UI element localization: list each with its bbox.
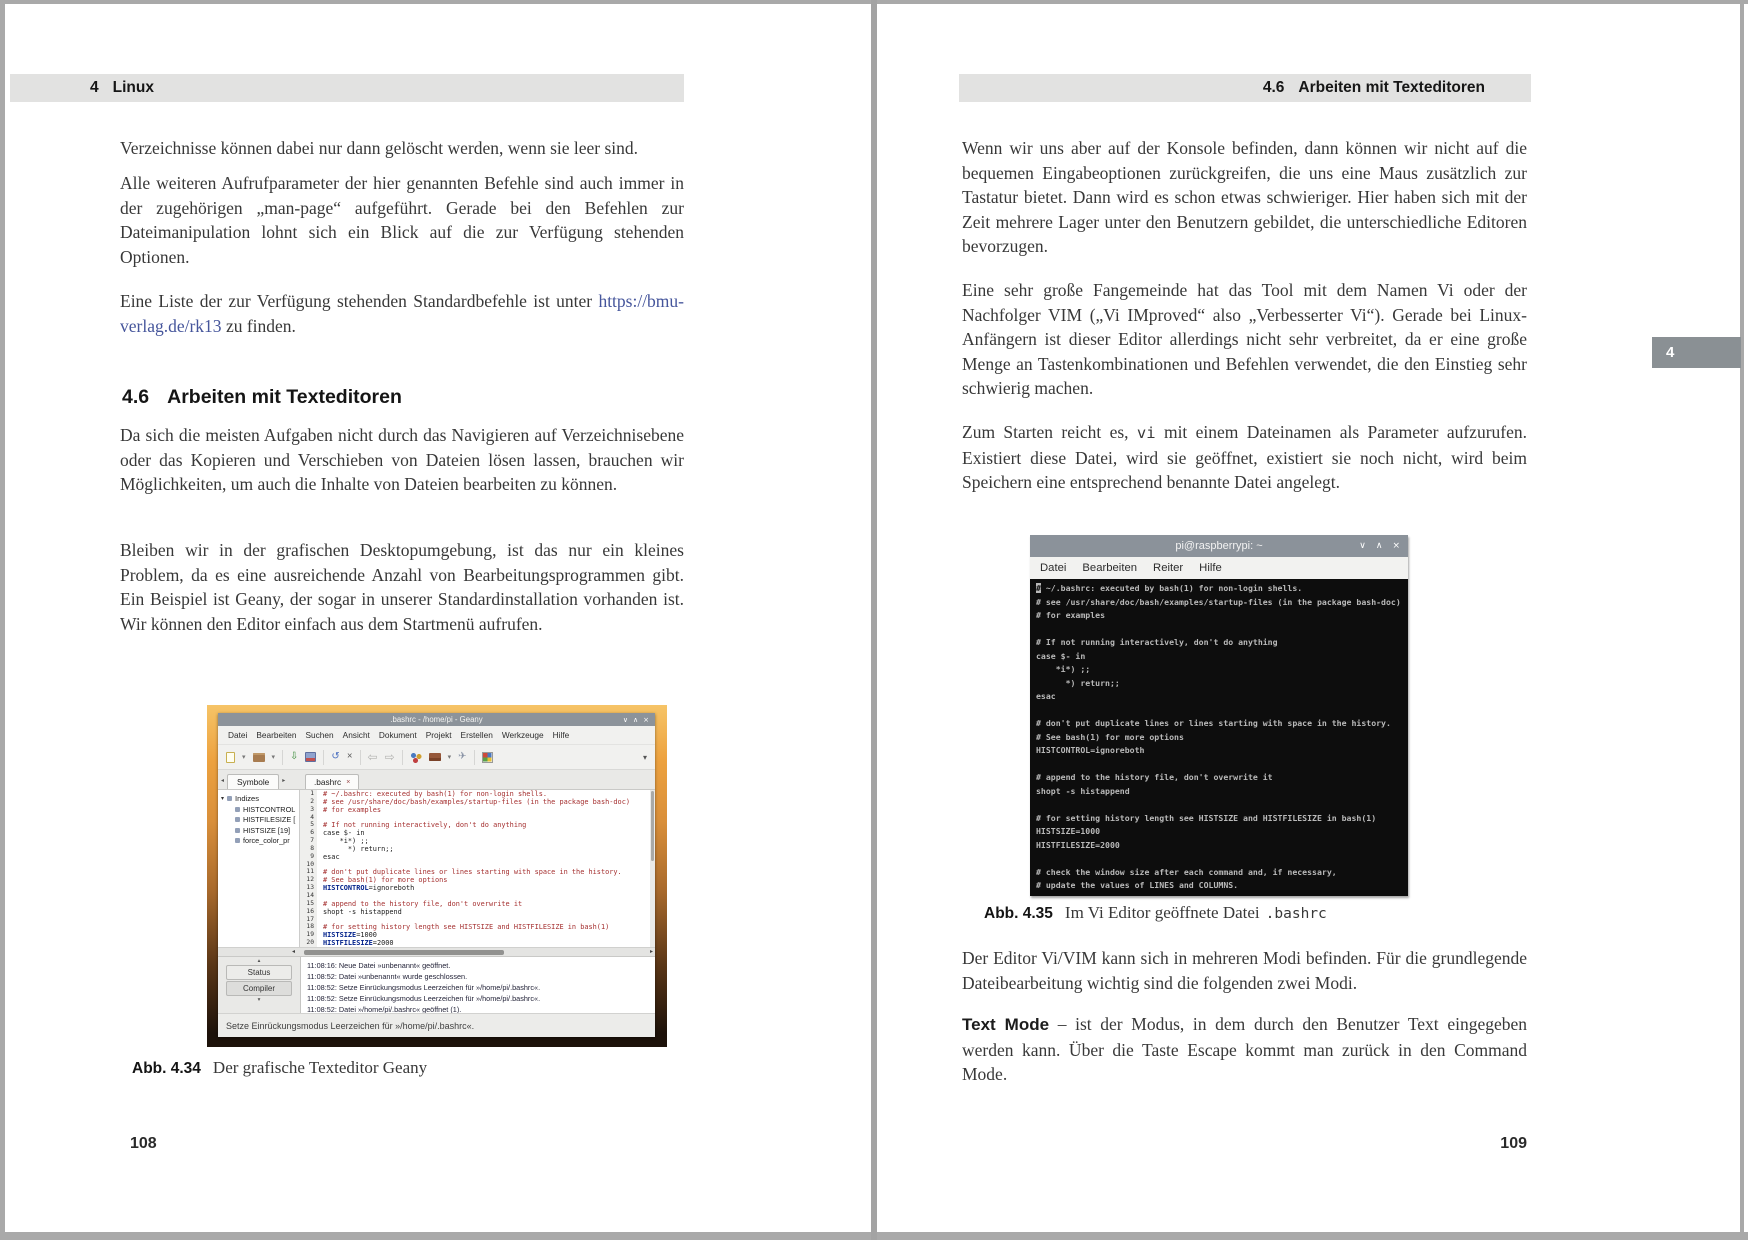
- terminal-line: # for setting history length see HISTSIZE and HISTFILESIZE in bash(1): [1036, 812, 1377, 823]
- code-segment: # See bash(1) for more options: [323, 876, 448, 885]
- line-number: 6: [300, 829, 317, 837]
- code-line: [300, 939, 655, 947]
- code-line: [300, 821, 655, 829]
- terminal-line: # see /usr/share/doc/bash/examples/startup-files (in the package bash-doc): [1036, 596, 1401, 607]
- code-text: [317, 798, 630, 806]
- terminal-window-title: pi@raspberrypi: ~: [1175, 540, 1263, 552]
- code-line: [300, 923, 655, 931]
- tree-root-label: Indizes: [235, 794, 260, 803]
- terminal-text: ~/.bashrc: executed by bash(1) for non-login shells.: [1040, 583, 1303, 593]
- code-segment: # for examples: [323, 805, 382, 814]
- sidebar-tab-symbols: Symbole: [227, 774, 279, 789]
- code-text: [317, 837, 369, 845]
- paragraph-text: – ist der Modus, in dem durch den Benutzer Text eingegeben werden kann. Über die Taste Escape kommt man zurück in den Command Mode.: [962, 1014, 1527, 1085]
- code-line: [300, 837, 655, 845]
- terminal-lines: [1036, 596, 1402, 893]
- geany-menu-item: Ansicht: [342, 730, 370, 740]
- status-message: 11:08:52: Datei »/home/pi/.bashrc« geöffnet (1).: [307, 1005, 462, 1013]
- geany-menu-item: Werkzeuge: [501, 730, 544, 740]
- status-message: 11:08:52: Datei »unbenannt« wurde geschlossen.: [307, 972, 468, 981]
- code-segment: shopt -s histappend: [323, 907, 402, 916]
- document-tab-bashrc: [305, 774, 359, 789]
- code-text: [317, 931, 377, 939]
- geany-menu-item: Dokument: [378, 730, 417, 740]
- code-line: [300, 790, 655, 798]
- build-icon: [429, 753, 441, 761]
- code-text: [317, 868, 622, 876]
- code-segment: # append to the history file, don't overwrite it: [323, 899, 523, 908]
- code-line: [300, 845, 655, 853]
- section-number: 4.6: [122, 386, 150, 408]
- document-tabs: [300, 770, 359, 789]
- chapter-thumb-label: 4: [1666, 344, 1675, 361]
- code-line: [300, 806, 655, 814]
- code-text: [317, 908, 402, 916]
- paragraph: [962, 1012, 1527, 1087]
- line-number: 18: [300, 923, 317, 931]
- tree-expander-icon: ▾: [221, 796, 225, 802]
- variable-value: =ignoreboth: [368, 884, 415, 893]
- caption-label: Abb. 4.34: [132, 1060, 201, 1077]
- code-segment: # see /usr/share/doc/bash/examples/startup-files (in the package bash-doc): [323, 797, 630, 806]
- geany-menu-item: Erstellen: [460, 730, 493, 740]
- running-header-left: [10, 74, 684, 102]
- code-line: [300, 908, 655, 916]
- code-text: [317, 923, 609, 931]
- code-lines: [300, 790, 655, 947]
- line-number: 2: [300, 798, 317, 806]
- variable-name: HISTFILESIZE: [323, 938, 373, 947]
- terminal-line: # update the values of LINES and COLUMNS.: [1036, 880, 1239, 890]
- maximize-icon: ∧: [1375, 541, 1383, 551]
- section-title: Arbeiten mit Texteditoren: [167, 386, 402, 408]
- code-line: [300, 900, 655, 908]
- line-number: 15: [300, 900, 317, 908]
- code-text: [317, 845, 394, 853]
- tree-item-label: HISTFILESIZE [: [243, 815, 296, 825]
- maximize-icon: ∧: [633, 715, 639, 724]
- hyperlink-bmu-verlag[interactable]: https://bmu-verlag.de/rk13: [120, 291, 684, 336]
- run-icon: ✈: [458, 751, 467, 762]
- variable-value: =2000: [372, 938, 394, 947]
- hscroll-right-icon: ▸: [649, 949, 653, 955]
- line-number: 3: [300, 806, 317, 814]
- code-line: [300, 884, 655, 892]
- terminal-line: # check the window size after each command and, if necessary,: [1036, 866, 1337, 877]
- chapter-title: Linux: [112, 79, 154, 96]
- tree-item: [218, 825, 299, 836]
- tab-close-icon: ×: [346, 778, 351, 786]
- minimize-icon: ∨: [1359, 541, 1366, 551]
- code-segment: *i*) ;;: [323, 836, 369, 845]
- hscroll-left-icon: ◂: [292, 949, 296, 955]
- page-spine-divider: [871, 0, 877, 1240]
- new-file-icon: [226, 752, 235, 763]
- paragraph: Alle weiteren Aufrufparameter der hier genannten Befehle sind auch immer in der zugehörigen „man-page“ aufgeführt. Gerade bei den Befehlen zur Dateimanipulation lohnt sich ein Blick auf die zur Verfügung stehenden Optionen.: [120, 173, 684, 267]
- code-text: [317, 853, 340, 861]
- terminal-window-controls: [1359, 535, 1400, 557]
- code-text: [317, 876, 447, 884]
- terminal-line: [1036, 798, 1402, 812]
- build-dropdown-icon: ▾: [447, 752, 452, 761]
- code-text: [317, 806, 381, 814]
- terminal-menu-item: Hilfe: [1199, 562, 1222, 574]
- line-number: 19: [300, 931, 317, 939]
- terminal-line: *) return;;: [1036, 677, 1120, 688]
- terminal-line: esac: [1036, 691, 1056, 701]
- code-line: [300, 868, 655, 876]
- line-number: 5: [300, 821, 317, 829]
- terminal-line: # don't put duplicate lines or lines starting with space in the history.: [1036, 718, 1391, 728]
- status-messages: [300, 957, 655, 1013]
- panel-tab-compiler: Compiler: [226, 981, 292, 996]
- chapter-number: 4: [90, 79, 99, 96]
- panel-scroll-up-icon: ▴: [257, 958, 261, 964]
- terminal-titlebar: [1030, 535, 1408, 557]
- save-icon: ⇩: [290, 751, 299, 762]
- terminal-line: HISTSIZE=1000: [1036, 826, 1101, 836]
- toolbar-separator: [323, 750, 324, 765]
- code-text: [317, 821, 526, 829]
- line-number: 14: [300, 892, 317, 900]
- code-line: [300, 931, 655, 939]
- minimize-icon: ∨: [622, 715, 628, 724]
- geany-toolbar: [218, 745, 655, 770]
- revert-icon: ↺: [331, 751, 340, 762]
- code-text: [317, 900, 522, 908]
- tree-root: [218, 793, 299, 804]
- geany-menu-item: Bearbeiten: [256, 730, 297, 740]
- message-panel: [218, 956, 655, 1013]
- figure-caption: [132, 1058, 427, 1078]
- line-number: 7: [300, 837, 317, 845]
- document-tab-label: .bashrc: [314, 777, 342, 787]
- line-number: 11: [300, 868, 317, 876]
- save-all-icon: [305, 752, 316, 762]
- geany-menu-item: Hilfe: [552, 730, 570, 740]
- toolbar-separator: [360, 750, 361, 765]
- geany-window: [218, 713, 655, 1037]
- terminal-line: HISTFILESIZE=2000: [1036, 839, 1120, 850]
- editor-vscrollbar: [650, 790, 655, 947]
- toolbar-overflow-icon: ▾: [642, 752, 647, 762]
- terminal-line: [1036, 582, 1402, 596]
- paragraph: Eine sehr große Fangemeinde hat das Tool mit dem Namen Vi oder der Nachfolger VIM („Vi IMproved“ also „Verbesserter Vi“). Gerade bei Linux-Anfängern ist dieser Editor allerdings nicht sehr verbreitet, da er eine große Menge an Tastenkombinationen und Befehlen verwendet, die den Einstieg sehr schwierig machen.: [962, 280, 1527, 399]
- paragraph: Verzeichnisse können dabei nur dann gelöscht werden, wenn sie leer sind.: [120, 138, 639, 158]
- figure-terminal-screenshot: [1030, 535, 1408, 896]
- code-text: [317, 884, 414, 892]
- open-folder-icon: [253, 753, 265, 762]
- tree-items: [218, 804, 299, 846]
- paragraph-text: Eine Liste der zur Verfügung stehenden Standardbefehle ist unter: [120, 291, 599, 311]
- paragraph: Der Editor Vi/VIM kann sich in mehreren Modi befinden. Für die grundlegende Dateibearbeitung wichtig sind die folgenden zwei Modi.: [962, 948, 1527, 993]
- terminal-line: [1036, 758, 1402, 772]
- tab-scroll-right-icon: ▸: [282, 778, 286, 784]
- caption-text: Im Vi Editor geöffnete Datei: [1064, 903, 1260, 922]
- status-message: 11:08:16: Neue Datei »unbenannt« geöffnet.: [307, 961, 451, 970]
- geany-window-title: .bashrc - /home/pi - Geany: [390, 715, 483, 724]
- code-line: [300, 853, 655, 861]
- code-segment: esac: [323, 852, 340, 861]
- terminal-window: [1030, 535, 1408, 896]
- geany-window-controls: [623, 713, 649, 726]
- geany-menu-item: Suchen: [305, 730, 334, 740]
- line-number: 12: [300, 876, 317, 884]
- line-number: 17: [300, 916, 317, 924]
- code-segment: case $- in: [323, 829, 365, 838]
- close-icon: ×: [1392, 541, 1400, 551]
- terminal-cursor: #: [1036, 583, 1041, 593]
- paragraph-text: Zum Starten reicht es,: [962, 422, 1137, 442]
- geany-titlebar: [218, 713, 655, 726]
- line-number: 4: [300, 814, 317, 822]
- terminal-line: [1036, 623, 1402, 637]
- inline-command: vi: [1136, 424, 1156, 442]
- terminal-line: # append to the history file, don't overwrite it: [1036, 772, 1273, 782]
- tree-item-label: HISTSIZE [19]: [243, 825, 291, 835]
- code-text: [317, 790, 547, 798]
- toolbar-separator: [282, 750, 283, 765]
- terminal-line: HISTCONTROL=ignoreboth: [1036, 745, 1145, 755]
- compile-icon: [410, 752, 422, 763]
- terminal-line: *i*) ;;: [1036, 664, 1091, 674]
- line-number: 9: [300, 853, 317, 861]
- page-number-left: 108: [130, 1135, 157, 1152]
- open-dropdown-icon: ▾: [271, 752, 276, 761]
- paragraph: Bleiben wir in der grafischen Desktopumgebung, ist das nur ein kleines Problem, da es eine ausreichende Anzahl von Bearbeitungsprogrammen gibt. Ein Beispiel ist Geany, der sogar in unserer Standardinstallation vorhanden ist. Wir können den Editor einfach aus dem Startmenü aufrufen.: [120, 540, 684, 634]
- tree-item: [218, 815, 299, 826]
- figure-caption: [984, 903, 1327, 923]
- symbol-icon: [235, 817, 240, 822]
- geany-menubar: [218, 726, 655, 745]
- terminal-line: # for examples: [1036, 610, 1106, 620]
- close-icon: ×: [643, 715, 649, 724]
- paragraph: Wenn wir uns aber auf der Konsole befinden, dann können wir nicht auf die bequemen Eingabeoptionen zurückgreifen, die uns eine Maus zusätzlich zur Tastatur bietet. Dann wird es schon etwas schwieriger. Hier haben sich mit der Zeit mehrere Lager unter den Benutzern gebildet, die unterschiedliche Editoren bevorzugen.: [962, 138, 1527, 257]
- tree-item-label: HISTCONTROL: [243, 804, 296, 814]
- symbol-icon: [235, 807, 240, 812]
- code-line: [300, 814, 655, 822]
- geany-statusbar: Setze Einrückungsmodus Leerzeichen für »/home/pi/.bashrc«.: [218, 1013, 655, 1037]
- tree-item: [218, 804, 299, 815]
- code-line: [300, 829, 655, 837]
- color-chooser-icon: [482, 752, 493, 763]
- line-number: 10: [300, 861, 317, 869]
- section-title: Arbeiten mit Texteditoren: [1298, 79, 1485, 96]
- navigate-back-icon: ⇦: [367, 750, 378, 764]
- code-line: [300, 916, 655, 924]
- page-border-right: [1740, 0, 1744, 1240]
- symbol-icon: [227, 796, 232, 801]
- terminal-line: # If not running interactively, don't do anything: [1036, 637, 1278, 647]
- sidebar-tabs: [218, 770, 300, 789]
- section-heading: [122, 386, 402, 409]
- panel-scroll-down-icon: ▾: [257, 997, 261, 1003]
- terminal-menu-item: Reiter: [1153, 562, 1184, 574]
- navigate-forward-icon: ⇨: [384, 750, 395, 764]
- geany-content: [218, 790, 655, 947]
- caption-label: Abb. 4.35: [984, 905, 1053, 922]
- section-number: 4.6: [1262, 79, 1285, 96]
- tree-item: [218, 836, 299, 847]
- code-text: [317, 829, 365, 837]
- variable-name: HISTSIZE: [323, 931, 357, 940]
- vscrollbar-thumb: [651, 791, 654, 861]
- variable-name: HISTCONTROL: [323, 884, 369, 893]
- figure-geany-screenshot: [207, 705, 667, 1047]
- line-number: 1: [300, 790, 317, 798]
- geany-menu-item: Projekt: [425, 730, 452, 740]
- symbol-icon: [235, 828, 240, 833]
- line-number: 20: [300, 939, 317, 947]
- line-number: 16: [300, 908, 317, 916]
- geany-tab-row: [218, 770, 655, 790]
- tree-item-label: force_color_pr: [243, 836, 290, 846]
- message-panel-tabs: [218, 957, 300, 1013]
- terminal-menubar: [1030, 557, 1408, 579]
- code-line: [300, 892, 655, 900]
- terminal-line: case $- in: [1036, 650, 1086, 661]
- toolbar-separator: [474, 750, 475, 765]
- terminal-menu-item: Datei: [1040, 562, 1067, 574]
- terminal-line: # See bash(1) for more options: [1036, 731, 1184, 742]
- code-segment: # don't put duplicate lines or lines starting with space in the history.: [323, 868, 622, 877]
- status-message: 11:08:52: Setze Einrückungsmodus Leerzeichen für »/home/pi/.bashrc«.: [307, 994, 541, 1003]
- terminal-line: [1036, 852, 1402, 866]
- term-label: Text Mode: [962, 1015, 1050, 1034]
- close-document-icon: ×: [346, 751, 353, 762]
- terminal-screen: [1030, 579, 1408, 896]
- terminal-line: shopt -s histappend: [1036, 785, 1130, 796]
- symbol-icon: [235, 838, 240, 843]
- page-number-right: 109: [1500, 1135, 1527, 1152]
- code-text: [317, 939, 394, 947]
- terminal-menu-item: Bearbeiten: [1082, 562, 1138, 574]
- symbols-sidebar: [218, 790, 300, 947]
- paragraph: Da sich die meisten Aufgaben nicht durch das Navigieren auf Verzeichnisebene oder das Kopieren und Verschieben von Dateien lösen lassen, brauchen wir Möglichkeiten, um auch die Inhalte von Dateien bearbeiten zu können.: [120, 425, 684, 495]
- chapter-thumb-tab: [1652, 337, 1741, 368]
- code-segment: # If not running interactively, don't do anything: [323, 821, 527, 830]
- tab-scroll-left-icon: ◂: [221, 778, 225, 784]
- line-number: 13: [300, 884, 317, 892]
- running-header-right: [959, 74, 1531, 102]
- code-line: [300, 861, 655, 869]
- caption-text: Der grafische Texteditor Geany: [212, 1058, 428, 1077]
- paragraph-text: mit einem Dateinamen als Parameter aufzurufen. Existiert diese Datei, wird sie geöffnet, existiert sie noch nicht, wird beim Speichern eine entsprechend benannte Datei angelegt.: [962, 422, 1527, 493]
- code-line: [300, 798, 655, 806]
- panel-tab-status: Status: [226, 965, 292, 980]
- code-segment: # for setting history length see HISTSIZE and HISTFILESIZE in bash(1): [323, 923, 610, 932]
- hscrollbar-thumb: [304, 950, 504, 956]
- paragraph-text: zu finden.: [221, 315, 296, 336]
- variable-value: =1000: [356, 931, 377, 940]
- page-border-left: [0, 0, 5, 1240]
- caption-filename: .bashrc: [1265, 906, 1327, 922]
- editor-hscrollbar: [218, 947, 655, 956]
- toolbar-separator: [402, 750, 403, 765]
- terminal-line: [1036, 704, 1402, 718]
- geany-menu-item: Datei: [228, 730, 248, 740]
- code-line: [300, 876, 655, 884]
- paragraph: [962, 420, 1527, 495]
- status-message: 11:08:52: Setze Einrückungsmodus Leerzeichen für »/home/pi/.bashrc«.: [307, 983, 541, 992]
- paragraph: [120, 289, 684, 338]
- code-segment: # ~/.bashrc: executed by bash(1) for non-login shells.: [323, 790, 548, 798]
- code-segment: *) return;;: [323, 844, 394, 853]
- new-file-dropdown-icon: ▾: [242, 752, 246, 761]
- line-number: 8: [300, 845, 317, 853]
- code-editor: [300, 790, 655, 947]
